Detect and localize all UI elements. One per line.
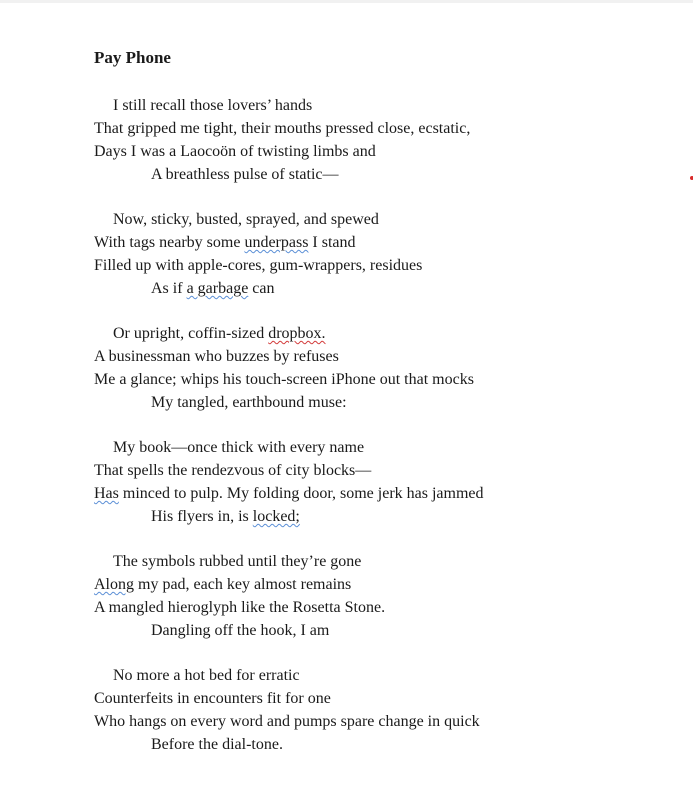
poem-line: I still recall those lovers’ hands: [113, 97, 313, 114]
grammar-flag[interactable]: locked;: [252, 508, 300, 525]
poem-line: A businessman who buzzes by refuses: [94, 348, 339, 365]
poem-title: Pay Phone: [94, 48, 171, 67]
line-text: minced to pulp. My folding door, some jerk has jammed: [118, 485, 484, 502]
poem-line: [113, 324, 326, 344]
line-text: Or upright, coffin-sized: [113, 325, 269, 342]
poem-line: Counterfeits in encounters fit for one: [94, 690, 331, 707]
poem-line: [151, 507, 300, 527]
line-text: can: [248, 280, 275, 297]
poem-line: A breathless pulse of static—: [151, 166, 339, 183]
grammar-flag[interactable]: underpass: [244, 234, 309, 251]
poem-line: [94, 233, 356, 253]
poem-line: [94, 575, 351, 595]
poem-line: That spells the rendezvous of city blocks—: [94, 462, 372, 479]
line-text: my pad, each key almost remains: [134, 576, 352, 593]
poem-line: Days I was a Laocoön of twisting limbs and: [94, 143, 376, 160]
line-text: I stand: [308, 234, 356, 251]
poem-line: Me a glance; whips his touch-screen iPhone out that mocks: [94, 371, 474, 388]
poem-line: Filled up with apple-cores, gum-wrappers, residues: [94, 257, 423, 274]
poem-line: Before the dial-tone.: [151, 736, 283, 753]
poem-line: A mangled hieroglyph like the Rosetta Stone.: [94, 599, 386, 616]
poem-line: Dangling off the hook, I am: [151, 622, 330, 639]
poem-line: That gripped me tight, their mouths pressed close, ecstatic,: [94, 120, 471, 137]
line-text: As if: [151, 280, 187, 297]
poem-line: My tangled, earthbound muse:: [151, 394, 347, 411]
poem-line: [94, 484, 484, 504]
poem-line: No more a hot bed for erratic: [113, 667, 300, 684]
line-text: With tags nearby some: [94, 234, 245, 251]
poem-line: The symbols rubbed until they’re gone: [113, 553, 362, 570]
poem-line: My book—once thick with every name: [113, 439, 365, 456]
grammar-flag[interactable]: Has: [94, 485, 119, 502]
spelling-flag[interactable]: dropbox.: [268, 325, 326, 342]
line-text: His flyers in, is: [151, 508, 253, 525]
poem-line: Who hangs on every word and pumps spare change in quick: [94, 713, 480, 730]
poem-line: Now, sticky, busted, sprayed, and spewed: [113, 211, 379, 228]
grammar-flag[interactable]: a garbage: [186, 280, 249, 297]
poem-line: [151, 279, 275, 299]
grammar-flag[interactable]: Along: [94, 576, 134, 593]
